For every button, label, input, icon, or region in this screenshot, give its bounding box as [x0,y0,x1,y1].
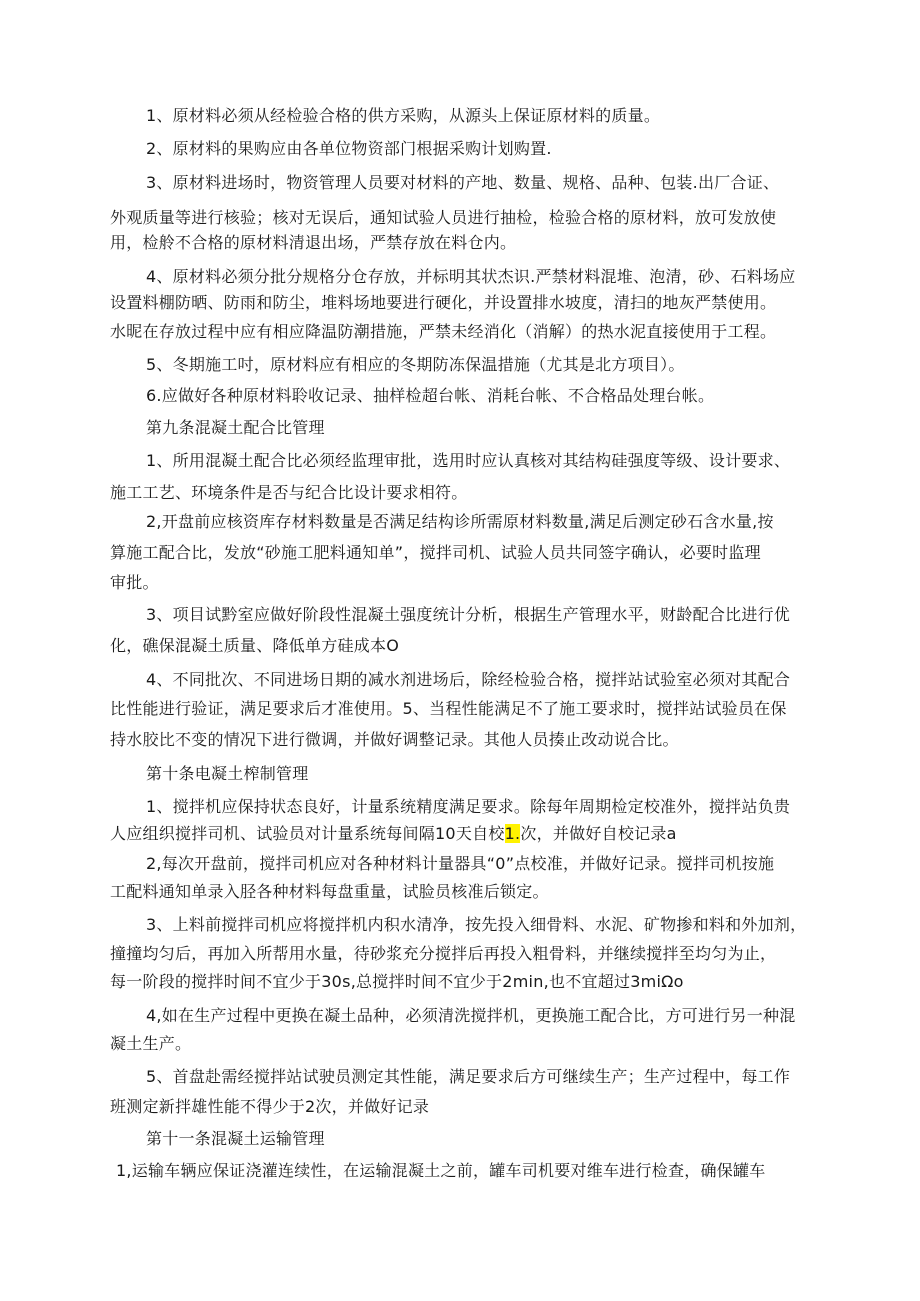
paragraph-line: 算施工配合比，发放“砂施工肥料通知单”，搅拌司机、试验人员共同签字确认，必要时监理 [110,543,761,562]
paragraph-line: 3、上料前搅拌司机应将搅拌机内积水清净，按先投入细骨料、水泥、矿物掺和料和外加剂， [146,915,807,934]
paragraph-line: 审批。 [110,573,159,592]
paragraph-line: 1、搅拌机应保持状态良好，计量系统精度满足要求。除每年周期检定校准外，搅拌站负贵 [146,797,791,816]
paragraph-line: 1、原材料必须从经检验合格的供方采购，从源头上保证原材料的质量。 [146,106,661,125]
paragraph-line: 用，检舲不合格的原材料清退出场，严禁存放在料仓内。 [110,233,517,252]
paragraph-line: 1,运输车辆应保证浇灌连续性，在运输混凝土之前，罐车司机要对维车进行检查，确保罐车 [116,1161,766,1180]
paragraph-line: 1、所用混凝土配合比必须经监理审批，选用时应认真核对其结构硅强度等级、设计要求、 [146,451,791,470]
paragraph-line: 2,开盘前应核资库存材料数量是否满足结构诊所需原材料数量,满足后测定砂石含水量,按 [146,512,774,531]
paragraph-line: 5、冬期施工吋，原材料应有相应的冬期防冻保温措施（尤其是北方项目）。 [146,355,685,374]
paragraph-line: 每一阶段的搅拌时间不宜少于30s,总搅拌时间不宜少于2min,也不宜超过3miΩo [110,972,684,991]
paragraph-line: 4、原材料必须分批分规格分仓存放，并标明其状杰识.严禁材料混堆、泡清，砂、石料场应 [146,267,796,286]
paragraph-line: 化，礁保混凝土质量、降低单方硅成本O [110,636,400,655]
paragraph-line: 6.应做好各种原材料聆收记录、抽样检超台帐、消耗台帐、不合格品处理台帐。 [146,386,715,405]
paragraph-line: 工配料通知单录入胫各种材料每盘重量，试脸员核准后锁定。 [110,882,549,901]
paragraph-line: 4、不同批次、不同进场日期的减水剂进场后，除经检验合格，搅拌站试验室必须对其配合 [146,670,791,689]
paragraph-line: 施工工艺、环境条件是否与纪合比设计要求相符。 [110,483,468,502]
section-heading: 第九条混凝土配合比管理 [146,418,325,437]
paragraph-line: 3、项目试黔室应做好阶段性混凝土强度统计分析，根据生产管理水平，财龄配合比进行优 [146,605,791,624]
paragraph-line: 2,每次开盘前，搅拌司机应对各种材料计量器具“0”点校准，并做好记录。搅拌司机按施 [146,854,775,873]
highlighted-text: 1. [504,824,521,843]
paragraph-line: 设置料棚防晒、防雨和防尘，堆料场地要进行硬化，并设置排水坡度，清扫的地灰严禁使用。 [110,293,777,312]
section-heading: 第十一条混凝土运输管理 [146,1129,325,1148]
paragraph-line: 比性能进行验证，满足要求后才准使用。5、当程性能满足不了施工要求时，搅拌站试验员在保 [110,699,787,718]
paragraph-line: 4,如在生产过程中更换在凝土品种，必须清洗搅拌机，更换施工配合比，方可进行另一种混 [146,1006,796,1025]
paragraph-line: 凝土生产。 [110,1034,192,1053]
paragraph-line: 3、原材料进场时，物资管理人员要对材料的产地、数量、规格、品种、包装.出厂合证、 [146,173,780,192]
paragraph-line: 外观质量等进行核验；核对无误后，通知试验人员进行抽检，检验合格的原材料，放可发放使 [110,208,777,227]
paragraph-line: 班测定新拌雄性能不得少于2次，并做好记录 [110,1097,430,1116]
line-text: 人应组织搅拌司机、试验员对计量系统每间隔10天自校 [110,824,505,843]
line-text: 次，并做好自校记录a [520,824,677,843]
paragraph-line: 2、原材料的果购应由各单位物资部门根据采购计划购置. [146,139,552,158]
paragraph-line: 水昵在存放过程中应有相应降温防潮措施，严禁未经消化（消解）的热水泥直接使用于工程。 [110,322,777,341]
paragraph-line [110,824,677,844]
paragraph-line: 5、首盘赴需经搅拌站试驶员测定其性能，满足要求后方可继续生产；生产过程中，每工作 [146,1067,791,1086]
paragraph-line: 持水胶比不变的情况下进行微调，并做好调整记录。其他人员揍止改动说合比。 [110,730,679,749]
paragraph-line: 撞撞均匀后，再加入所帮用水量，待砂浆充分搅拌后再投入粗骨料，并继续搅拌至均匀为止， [110,944,777,963]
section-heading: 第十条电凝土榨制管理 [146,764,309,783]
